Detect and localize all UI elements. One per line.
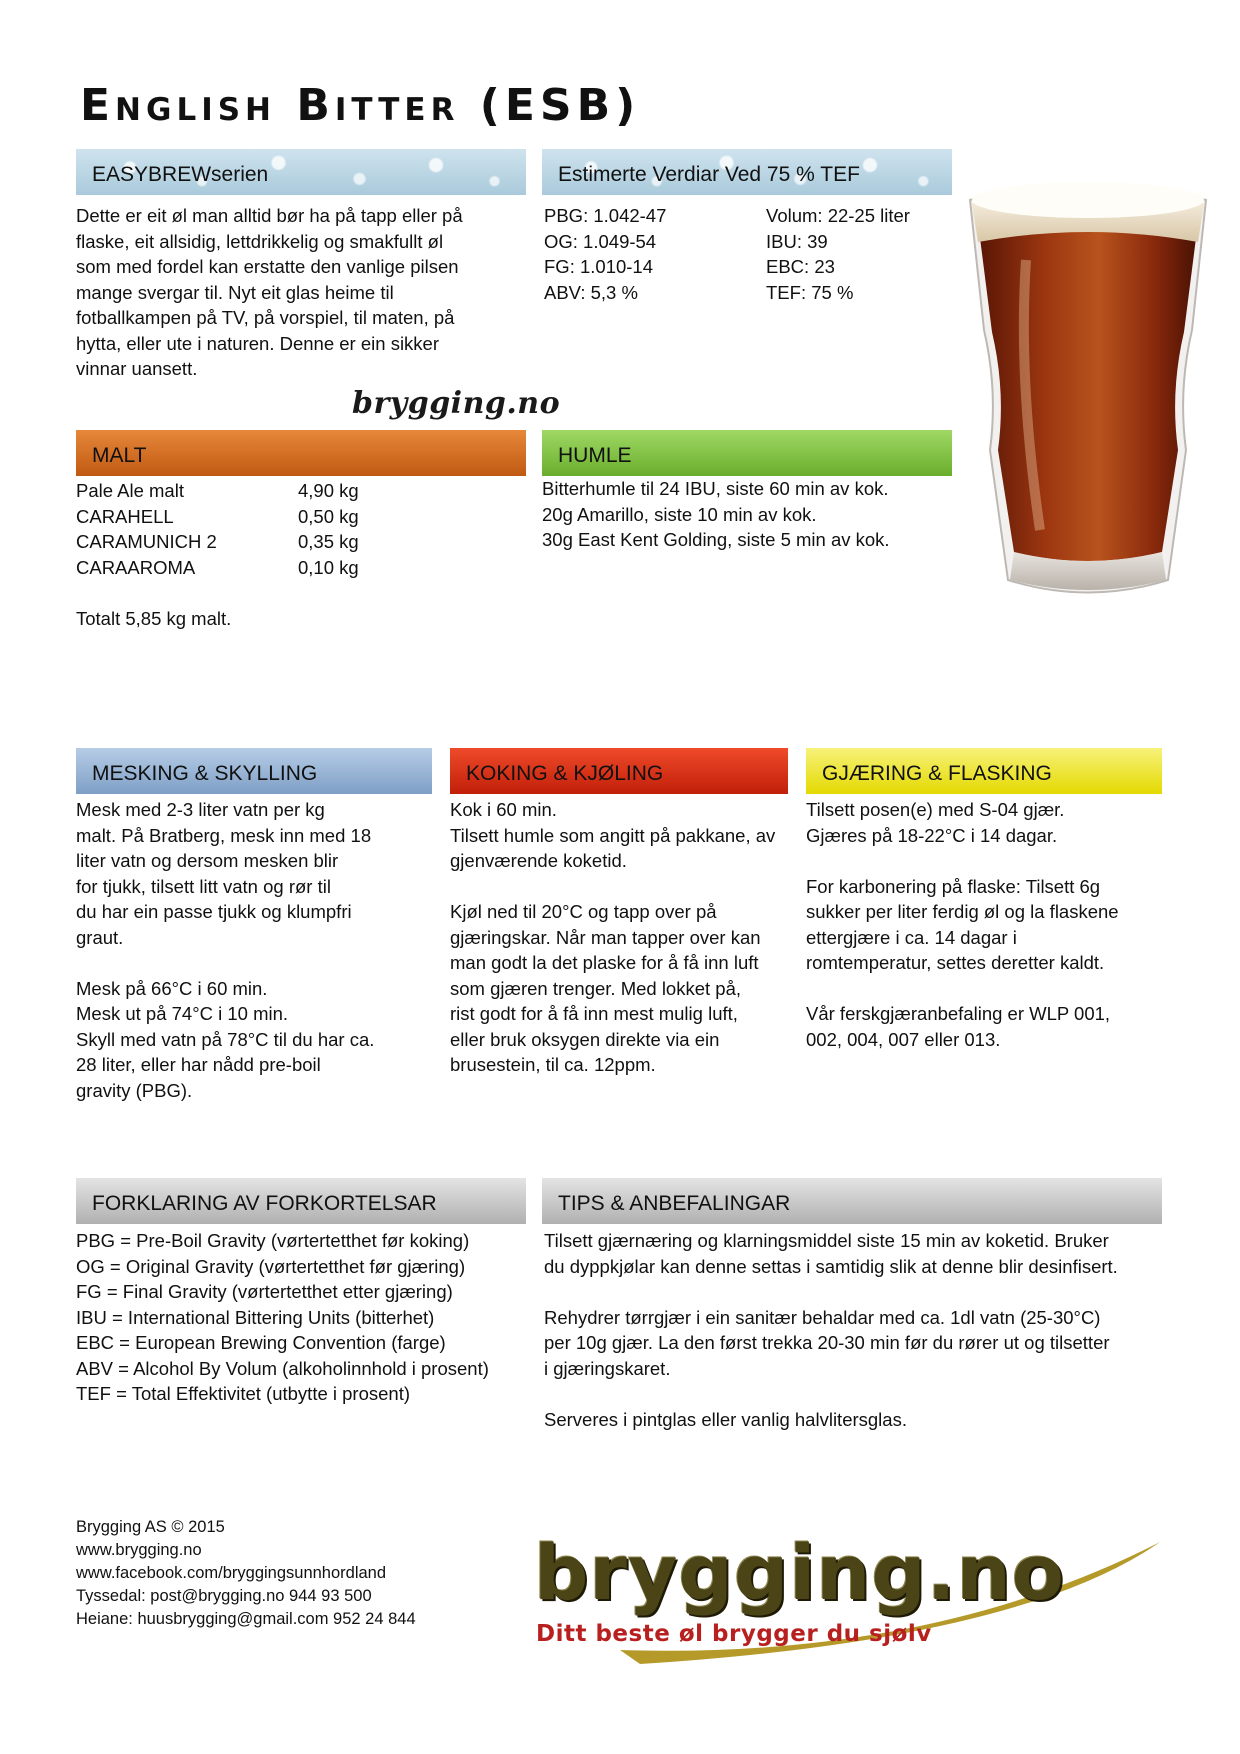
intro-line: hytta, eller ute i naturen. Denne er ein sikker <box>76 332 439 354</box>
abbreviation-item: FG = Final Gravity (vørtertetthet etter gjæring) <box>76 1281 453 1302</box>
abbreviation-item: IBU = International Bittering Units (bitterhet) <box>76 1306 435 1328</box>
malt-row <box>76 478 526 504</box>
footer-website-link[interactable]: www.brygging.no <box>76 1541 202 1559</box>
boiling-text <box>450 797 790 1078</box>
tips-line: Serveres i pintglas eller vanlig halvlitersglas. <box>544 1408 907 1430</box>
malt-amount: 0,10 kg <box>298 556 359 578</box>
boiling-line: rist godt for å få inn mest mulig luft, <box>450 1003 738 1024</box>
malt-name: CARAMUNICH 2 <box>76 531 217 552</box>
tips-line: Rehydrer tørrgjær i ein sanitær behaldar med ca. 1dl vatn (25-30°C) <box>544 1306 1101 1328</box>
estimate-volume: Volum: 22-25 liter <box>766 205 910 226</box>
boiling-line: gjenværende koketid. <box>450 850 627 871</box>
mashing-line: Mesk på 66°C i 60 min. <box>76 977 268 999</box>
malt-list <box>76 478 526 631</box>
estimates-right <box>766 203 966 305</box>
malt-row <box>76 555 526 581</box>
abbreviations-header: FORKLARING AV FORKORTELSAR <box>76 1178 526 1224</box>
tips-line: Tilsett gjærnæring og klarningsmiddel siste 15 min av koketid. Bruker <box>544 1230 1109 1251</box>
estimate-ebc: EBC: 23 <box>766 256 835 277</box>
estimate-abv: ABV: 5,3 % <box>544 281 638 303</box>
estimate-fg: FG: 1.010-14 <box>544 256 654 277</box>
malt-row <box>76 529 526 555</box>
boiling-line: Tilsett humle som angitt på pakkane, av <box>450 824 776 846</box>
mashing-text <box>76 797 432 1103</box>
mashing-line: malt. På Bratberg, mesk inn med 18 <box>76 824 372 846</box>
tips-line: i gjæringskaret. <box>544 1357 671 1379</box>
estimate-og: OG: 1.049-54 <box>544 230 657 252</box>
tips-text <box>544 1228 1164 1432</box>
malt-amount: 0,50 kg <box>298 505 359 527</box>
fermentation-line: sukker per liter ferdig øl og la flaskene <box>806 901 1119 922</box>
intro-line: som med fordel kan erstatte den vanlige pilsen <box>76 256 459 277</box>
fermentation-text <box>806 797 1166 1052</box>
footer-copyright: Brygging AS © 2015 <box>76 1518 225 1536</box>
boiling-line: man godt la det plaske for å få inn luft <box>450 952 759 973</box>
mashing-line: gravity (PBG). <box>76 1079 193 1101</box>
malt-name: Pale Ale malt <box>76 480 184 501</box>
fermentation-line: For karbonering på flaske: Tilsett 6g <box>806 875 1101 897</box>
brand-script-logo: brygging.no <box>352 386 561 421</box>
hops-line: 20g Amarillo, siste 10 min av kok. <box>542 503 817 525</box>
abbreviation-item: EBC = European Brewing Convention (farge) <box>76 1332 446 1353</box>
malt-name: CARAAROMA <box>76 556 196 578</box>
logo-wordmark: brygging.no <box>534 1528 1065 1617</box>
boiling-header: KOKING & KJØLING <box>450 748 788 794</box>
abbreviation-item: ABV = Alcohol By Volum (alkoholinnhold i prosent) <box>76 1357 489 1379</box>
mashing-line: liter vatn og dersom mesken blir <box>76 850 339 871</box>
mashing-line: 28 liter, eller har nådd pre-boil <box>76 1054 321 1075</box>
fermentation-line: Gjæres på 18-22°C i 14 dagar. <box>806 824 1058 846</box>
footer-tyssedal-contact: Tyssedal: post@brygging.no 944 93 500 <box>76 1587 372 1605</box>
estimates-left <box>544 203 754 305</box>
malt-name: CARAHELL <box>76 505 174 527</box>
intro-header: EASYBREWserien <box>76 149 526 195</box>
fermentation-line: romtemperatur, settes deretter kaldt. <box>806 952 1105 973</box>
footer-facebook-link[interactable]: www.facebook.com/bryggingsunnhordland <box>76 1564 387 1582</box>
abbreviation-item: TEF = Total Effektivitet (utbytte i prosent) <box>76 1383 411 1404</box>
fermentation-line: Vår ferskgjæranbefaling er WLP 001, <box>806 1003 1111 1024</box>
hops-line: 30g East Kent Golding, siste 5 min av kok. <box>542 529 890 550</box>
abbreviations-list <box>76 1228 536 1407</box>
hops-line: Bitterhumle til 24 IBU, siste 60 min av kok. <box>542 478 889 499</box>
malt-total: Totalt 5,85 kg malt. <box>76 607 232 629</box>
estimates-header: Estimerte Verdiar Ved 75 % TEF <box>542 149 952 195</box>
hops-list <box>542 476 952 553</box>
estimate-tef: TEF: 75 % <box>766 281 854 303</box>
beer-glass-image <box>960 160 1216 610</box>
mashing-line: du har ein passe tjukk og klumpfri <box>76 901 352 922</box>
logo-tagline: Ditt beste øl brygger du sjølv <box>536 1621 932 1647</box>
tips-line: du dyppkjølar kan denne settas i samtidig slik at denne blir desinfisert. <box>544 1255 1118 1277</box>
page-title: English Bitter (ESB) <box>80 80 641 131</box>
abbreviation-item: PBG = Pre-Boil Gravity (vørtertetthet før koking) <box>76 1230 470 1251</box>
footer-heiane-contact: Heiane: huusbrygging@gmail.com 952 24 844 <box>76 1610 416 1628</box>
mashing-line: Mesk ut på 74°C i 10 min. <box>76 1003 289 1024</box>
intro-line: flaske, eit allsidig, lettdrikkelig og smakfullt øl <box>76 230 444 252</box>
tips-line: per 10g gjær. La den først trekka 20-30 min før du rører ut og tilsetter <box>544 1332 1110 1353</box>
intro-line: fotballkampen på TV, på vorspiel, til maten, på <box>76 307 455 328</box>
mashing-line: Skyll med vatn på 78°C til du har ca. <box>76 1028 375 1050</box>
estimate-pbg: PBG: 1.042-47 <box>544 205 667 226</box>
estimate-ibu: IBU: 39 <box>766 230 828 252</box>
mashing-line: Mesk med 2-3 liter vatn per kg <box>76 799 325 820</box>
tips-header: TIPS & ANBEFALINGAR <box>542 1178 1162 1224</box>
malt-header: MALT <box>76 430 526 476</box>
abbreviation-item: OG = Original Gravity (vørtertetthet før gjæring) <box>76 1255 466 1277</box>
mashing-header: MESKING & SKYLLING <box>76 748 432 794</box>
fermentation-line: ettergjære i ca. 14 dagar i <box>806 926 1017 948</box>
boiling-line: som gjæren trenger. Med lokket på, <box>450 977 742 999</box>
malt-row <box>76 504 526 530</box>
mashing-line: graut. <box>76 926 124 948</box>
fermentation-header: GJÆRING & FLASKING <box>806 748 1162 794</box>
intro-text <box>76 203 526 382</box>
intro-line: mange svergar til. Nyt eit glas heime til <box>76 281 394 303</box>
boiling-line: Kok i 60 min. <box>450 799 557 820</box>
fermentation-line: 002, 004, 007 eller 013. <box>806 1028 1001 1050</box>
hops-header: HUMLE <box>542 430 952 476</box>
boiling-line: brusestein, til ca. 12ppm. <box>450 1054 656 1075</box>
boiling-line: eller bruk oksygen direkte via ein <box>450 1028 720 1050</box>
intro-line: Dette er eit øl man alltid bør ha på tapp eller på <box>76 205 463 226</box>
footer-contact <box>76 1516 416 1631</box>
malt-amount: 4,90 kg <box>298 480 359 501</box>
malt-amount: 0,35 kg <box>298 531 359 552</box>
boiling-line: Kjøl ned til 20°C og tapp over på <box>450 901 717 922</box>
boiling-line: gjæringskar. Når man tapper over kan <box>450 926 761 948</box>
mashing-line: for tjukk, tilsett litt vatn og rør til <box>76 875 331 897</box>
fermentation-line: Tilsett posen(e) med S-04 gjær. <box>806 799 1065 820</box>
intro-line: vinnar uansett. <box>76 358 198 379</box>
